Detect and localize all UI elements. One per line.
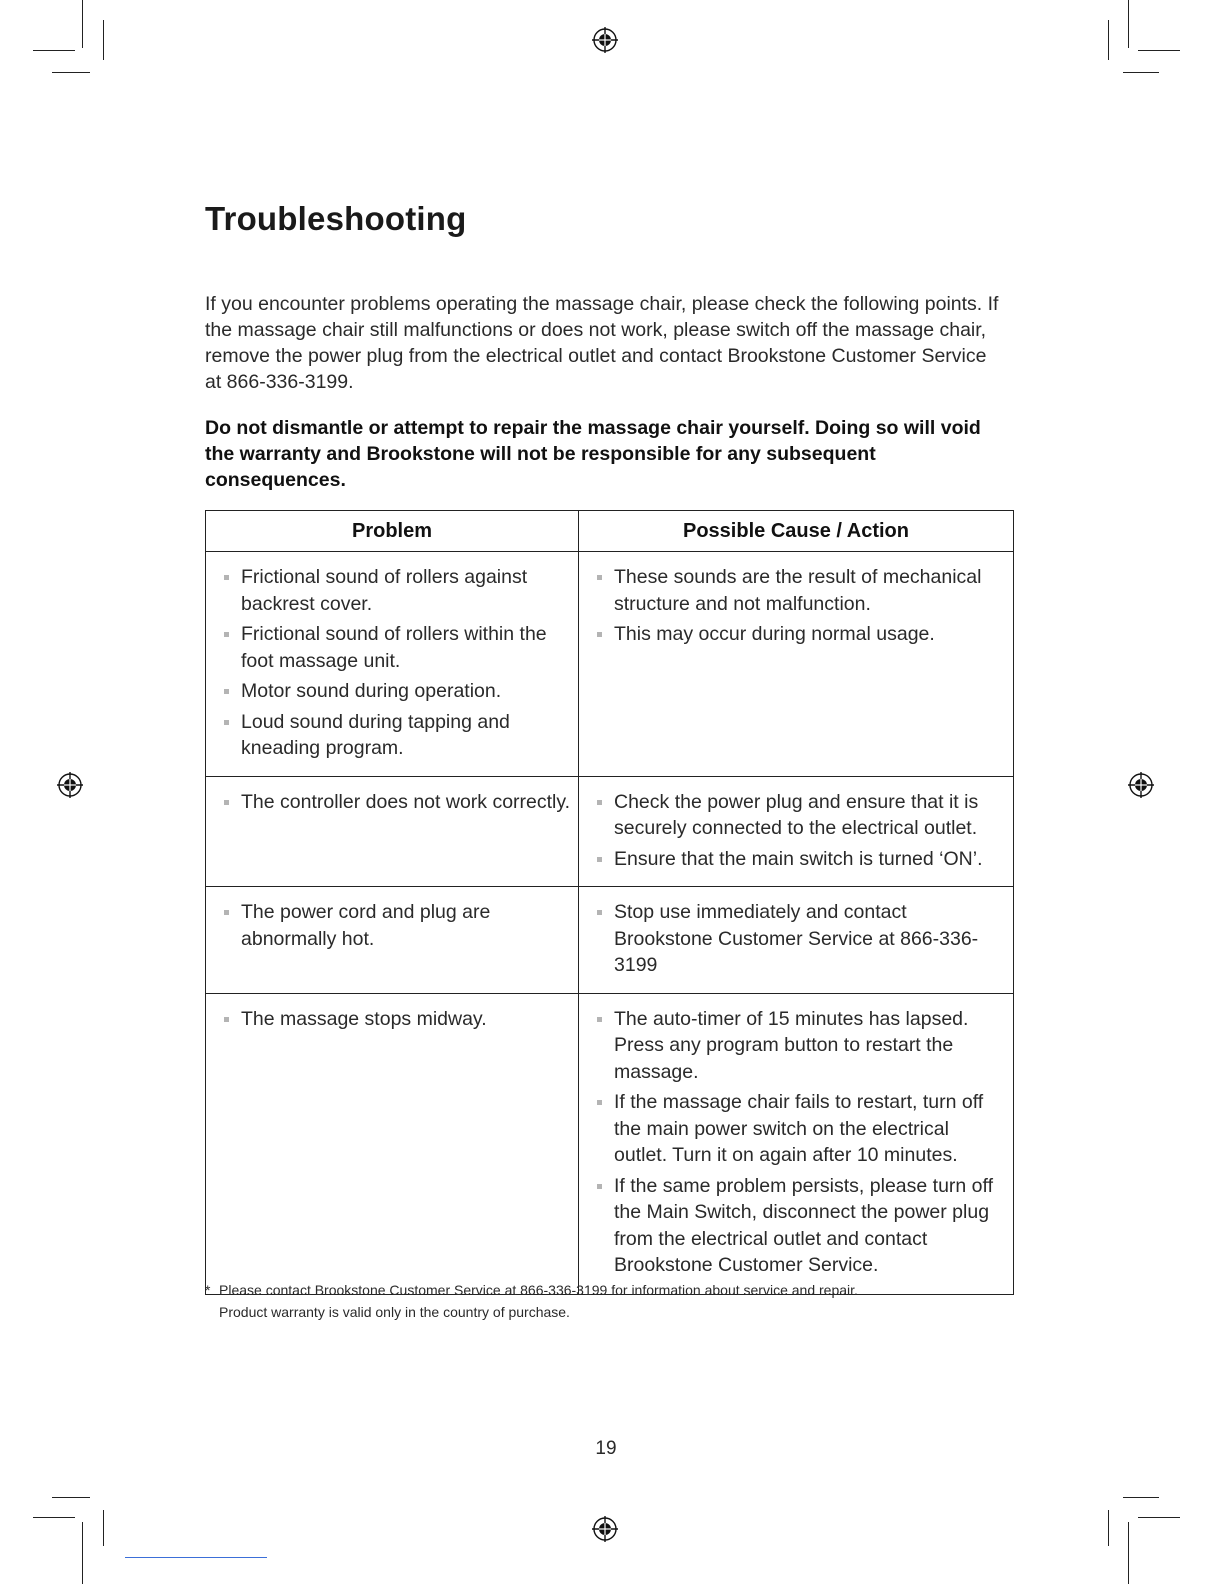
- problem-cell: [206, 776, 579, 887]
- intro-paragraph: If you encounter problems operating the massage chair, please check the following points. If the massage chair still malfunctions or does not work, please switch off the massage chair, remove the power plug from the electrical outlet and contact Brookstone Customer Service at 866-336-3199.: [205, 293, 999, 393]
- list-item: This may occur during normal usage.: [593, 621, 1007, 648]
- list-item: If the massage chair fails to restart, turn off the main power switch on the electrical outlet. Turn it on again after 10 minutes.: [593, 1089, 1007, 1169]
- bullet-icon: [597, 910, 602, 915]
- table-header-row: [206, 511, 1014, 552]
- list-item: Motor sound during operation.: [220, 678, 572, 705]
- list-item: Frictional sound of rollers against backrest cover.: [220, 564, 572, 617]
- list-item: The massage stops midway.: [220, 1006, 572, 1033]
- header-cause-action: Possible Cause / Action: [579, 511, 1014, 552]
- list-item: The auto-timer of 15 minutes has lapsed. Press any program button to restart the massage.: [593, 1006, 1007, 1086]
- list-item: Loud sound during tapping and kneading program.: [220, 709, 572, 762]
- registration-mark-icon: [592, 27, 618, 53]
- bullet-icon: [224, 800, 229, 805]
- problem-cell: [206, 552, 579, 777]
- list-item: Ensure that the main switch is turned ‘ON’.: [593, 846, 1007, 873]
- bullet-icon: [224, 689, 229, 694]
- registration-mark-icon: [592, 1516, 618, 1542]
- bullet-icon: [224, 575, 229, 580]
- header-problem: Problem: [206, 511, 579, 552]
- list-item: Check the power plug and ensure that it is securely connected to the electrical outlet.: [593, 789, 1007, 842]
- list-item: If the same problem persists, please turn off the Main Switch, disconnect the power plug from the electrical outlet and contact Brookstone Customer Service.: [593, 1173, 1007, 1279]
- page-title: Troubleshooting: [205, 200, 467, 237]
- footnote: [205, 1279, 1025, 1323]
- edge-rule: [125, 1557, 267, 1558]
- bullet-icon: [597, 1184, 602, 1189]
- action-cell: [579, 887, 1014, 994]
- table-row: [206, 552, 1014, 777]
- page-number: 19: [595, 1438, 617, 1459]
- list-item: These sounds are the result of mechanical structure and not malfunction.: [593, 564, 1007, 617]
- problem-cell: [206, 993, 579, 1294]
- footnote-marker: *: [205, 1282, 211, 1298]
- registration-mark-icon: [1128, 772, 1154, 798]
- list-item: The power cord and plug are abnormally hot.: [220, 899, 572, 952]
- action-cell: [579, 993, 1014, 1294]
- problem-cell: [206, 887, 579, 994]
- list-item: Frictional sound of rollers within the foot massage unit.: [220, 621, 572, 674]
- action-cell: [579, 776, 1014, 887]
- list-item: The controller does not work correctly.: [220, 789, 572, 816]
- footnote-line: Please contact Brookstone Customer Service at 866-336-3199 for information about service and repair.: [219, 1282, 858, 1298]
- footnote-line: Product warranty is valid only in the country of purchase.: [219, 1304, 570, 1320]
- bullet-icon: [224, 632, 229, 637]
- bullet-icon: [597, 632, 602, 637]
- warning-paragraph: Do not dismantle or attempt to repair the massage chair yourself. Doing so will void the warranty and Brookstone will not be responsible for any subsequent consequences.: [205, 417, 981, 491]
- table-row: [206, 887, 1014, 994]
- troubleshooting-table: [205, 510, 1014, 1295]
- list-item: Stop use immediately and contact Brookstone Customer Service at 866-336-3199: [593, 899, 1007, 979]
- bullet-icon: [597, 1017, 602, 1022]
- bullet-icon: [597, 857, 602, 862]
- bullet-icon: [224, 720, 229, 725]
- table-row: [206, 993, 1014, 1294]
- bullet-icon: [597, 575, 602, 580]
- bullet-icon: [597, 1100, 602, 1105]
- bullet-icon: [224, 1017, 229, 1022]
- registration-mark-icon: [57, 772, 83, 798]
- action-cell: [579, 552, 1014, 777]
- bullet-icon: [597, 800, 602, 805]
- bullet-icon: [224, 910, 229, 915]
- table-row: [206, 776, 1014, 887]
